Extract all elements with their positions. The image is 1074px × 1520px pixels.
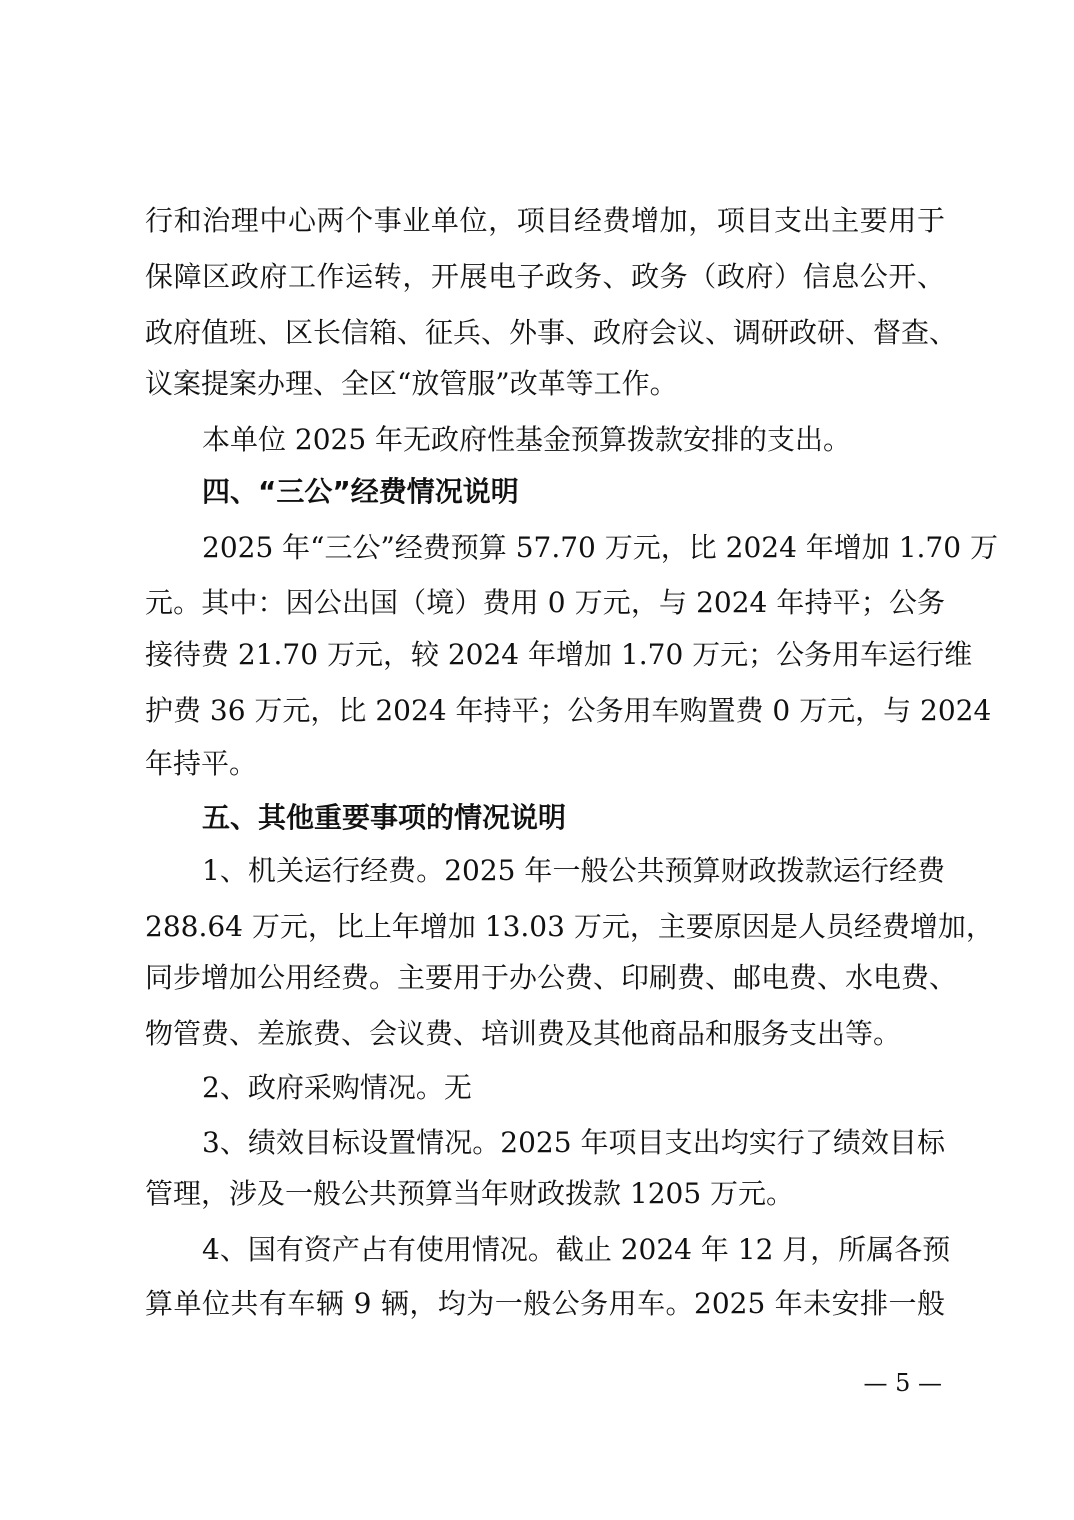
text-line: 4、国有资产占有使用情况。截止 2024 年 12 月，所属各预 bbox=[202, 1233, 951, 1266]
text-line: 管理，涉及一般公共预算当年财政拨款 1205 万元。 bbox=[145, 1177, 795, 1210]
text-line: 算单位共有车辆 9 辆，均为一般公务用车。2025 年未安排一般 bbox=[145, 1287, 945, 1320]
text-line: 保障区政府工作运转，开展电子政务、政务（政府）信息公开、 bbox=[145, 260, 945, 293]
text-line: 接待费 21.70 万元，较 2024 年增加 1.70 万元；公务用车运行维 bbox=[145, 638, 973, 671]
text-line: 2025 年“三公”经费预算 57.70 万元，比 2024 年增加 1.70 万 bbox=[202, 531, 998, 564]
text-line: 3、绩效目标设置情况。2025 年项目支出均实行了绩效目标 bbox=[202, 1126, 945, 1159]
text-line: 政府值班、区长信箱、征兵、外事、政府会议、调研政研、督查、 bbox=[145, 316, 958, 349]
text-line: 物管费、差旅费、会议费、培训费及其他商品和服务支出等。 bbox=[145, 1017, 902, 1050]
section-heading-sangong: 四、“三公”经费情况说明 bbox=[202, 475, 519, 508]
section-heading-other-matters: 五、其他重要事项的情况说明 bbox=[202, 801, 567, 834]
text-line: 行和治理中心两个事业单位，项目经费增加，项目支出主要用于 bbox=[145, 204, 945, 237]
text-line: 同步增加公用经费。主要用于办公费、印刷费、邮电费、水电费、 bbox=[145, 961, 958, 994]
paragraph-text: 2、政府采购情况。无 bbox=[202, 1071, 472, 1104]
text-line: 1、机关运行经费。2025 年一般公共预算财政拨款运行经费 bbox=[202, 854, 945, 887]
text-line: 元。其中：因公出国（境）费用 0 万元，与 2024 年持平；公务 bbox=[145, 586, 945, 619]
text-line: 288.64 万元，比上年增加 13.03 万元，主要原因是人员经费增加， bbox=[145, 910, 994, 943]
page-number: — 5 — bbox=[863, 1369, 942, 1397]
text-line: 护费 36 万元，比 2024 年持平；公务用车购置费 0 万元，与 2024 bbox=[145, 694, 992, 727]
text-line: 年持平。 bbox=[145, 747, 258, 780]
text-line: 议案提案办理、全区“放管服”改革等工作。 bbox=[145, 367, 678, 400]
paragraph-text: 本单位 2025 年无政府性基金预算拨款安排的支出。 bbox=[202, 423, 852, 456]
